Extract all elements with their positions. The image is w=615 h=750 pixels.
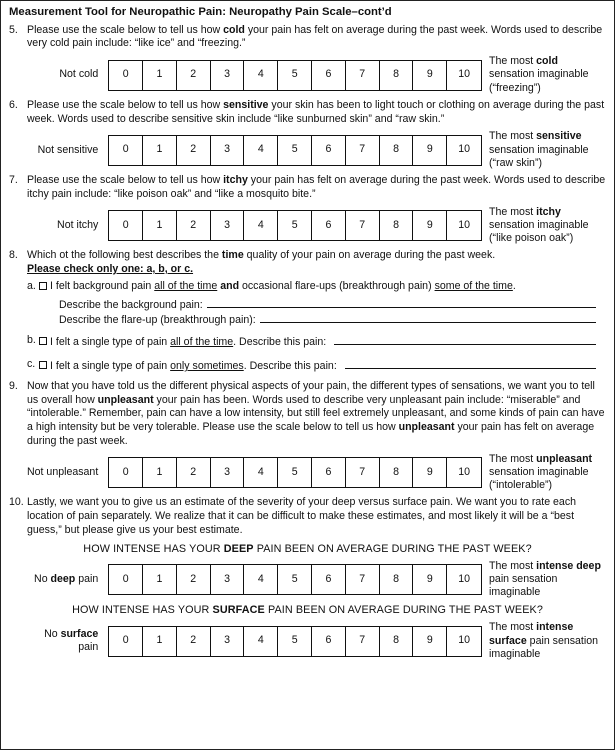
scale-option[interactable]: 0 <box>109 565 143 594</box>
scale-option[interactable]: 6 <box>312 627 346 656</box>
option-letter: a. <box>27 279 36 292</box>
scale-high-label: The most unpleasant sensation imaginable (“intolerable”) <box>489 452 593 492</box>
scale-option[interactable]: 3 <box>211 458 245 487</box>
instruction: Please check only one: a, b, or c. <box>27 263 194 276</box>
scale-option[interactable]: 1 <box>143 565 177 594</box>
question-text: Please use the scale below to tell us how cold your pain has felt on average during the past week. Words used to describe very cold pain include: “like ice” and “freezing.” <box>27 23 603 50</box>
scale-option[interactable]: 4 <box>244 565 278 594</box>
scale-option[interactable]: 2 <box>177 627 211 656</box>
scale-option[interactable]: 10 <box>458 634 471 647</box>
scale-option[interactable]: 10 <box>458 143 471 156</box>
rating-scale <box>108 210 482 241</box>
scale-option[interactable]: 2 <box>177 211 211 240</box>
scale-option[interactable]: 5 <box>278 136 312 165</box>
rating-row <box>27 55 606 95</box>
question-number: 7. <box>9 174 18 187</box>
question-text: Please use the scale below to tell us how itchy your pain has felt on average during the past week. Words used to describe itchy pain include: “like poison oak” and “like a mosquito bite.” <box>27 174 606 200</box>
scale-option[interactable]: 8 <box>380 458 414 487</box>
scale-option[interactable]: 3 <box>211 136 245 165</box>
scale-option[interactable]: 9 <box>413 627 447 656</box>
scale-option[interactable]: 5 <box>278 211 312 240</box>
rating-row <box>9 560 606 600</box>
scale-high-label: The most cold sensation imaginable (“freezing”) <box>489 55 589 94</box>
answer-line[interactable] <box>334 334 596 345</box>
scale-option[interactable]: 8 <box>380 211 414 240</box>
answer-line[interactable] <box>260 312 596 323</box>
rating-scale <box>108 135 482 166</box>
question-9 <box>9 380 606 493</box>
answer-line[interactable] <box>345 358 596 369</box>
deep-pain-heading: HOW INTENSE HAS YOUR DEEP PAIN BEEN ON AVERAGE DURING THE PAST WEEK? <box>83 542 532 555</box>
scale-option[interactable]: 7 <box>346 627 380 656</box>
option-b: b. I felt a single type of pain all of the time . Describe this pain: <box>9 334 606 350</box>
scale-option[interactable]: 1 <box>143 627 177 656</box>
scale-option[interactable]: 5 <box>278 458 312 487</box>
scale-option[interactable]: 6 <box>312 565 346 594</box>
rating-row <box>9 621 606 661</box>
answer-line[interactable] <box>207 297 596 308</box>
question-number: 9. <box>9 379 18 392</box>
scale-option[interactable]: 5 <box>278 565 312 594</box>
checkbox[interactable] <box>39 361 47 369</box>
question-7 <box>9 174 606 245</box>
scale-option[interactable]: 9 <box>413 458 447 487</box>
question-text: Now that you have told us the different physical aspects of your pain, the different types of sensations, we want you to tell us overall how unpleasant your pain has been. Words used to describe very unpleasant pain include: “miserable” and “intolerable.” Remember, pain can have a low intensity, but still feel extremely unpleasant, and some kinds of pain can have a high intensity but be very tolerable. Please use the scale below to tell us how unpleasant your pain has felt on average during the past week. <box>27 379 605 447</box>
question-5 <box>9 24 606 95</box>
surface-pain-heading: HOW INTENSE HAS YOUR SURFACE PAIN BEEN ON AVERAGE DURING THE PAST WEEK? <box>72 604 543 617</box>
question-number: 6. <box>9 98 18 111</box>
question-number: 10. <box>9 496 24 509</box>
option-letter: c. <box>27 357 36 370</box>
scale-option[interactable]: 1 <box>143 136 177 165</box>
scale-option[interactable]: 9 <box>413 565 447 594</box>
scale-option[interactable]: 6 <box>312 136 346 165</box>
scale-option[interactable]: 5 <box>278 627 312 656</box>
rating-row <box>27 130 606 170</box>
scale-option[interactable]: 4 <box>244 61 278 90</box>
page-title: Measurement Tool for Neuropathic Pain: Neuropathy Pain Scale–cont’d <box>9 6 392 18</box>
checkbox[interactable] <box>39 282 47 290</box>
scale-option[interactable]: 6 <box>312 61 346 90</box>
scale-low-label: No surface pain <box>44 627 99 654</box>
rating-row <box>27 453 606 493</box>
option-a: a. I felt background pain all of the time and occasional flare-ups (breakthrough pain) some of the time. <box>27 279 516 292</box>
scale-option[interactable]: 4 <box>244 211 278 240</box>
scale-option[interactable]: 4 <box>244 627 278 656</box>
scale-option[interactable]: 3 <box>211 627 245 656</box>
scale-option[interactable]: 7 <box>346 61 380 90</box>
question-number: 8. <box>9 249 18 262</box>
scale-option[interactable]: 10 <box>458 572 471 585</box>
scale-low-label: No deep pain <box>34 572 99 585</box>
scale-option[interactable]: 2 <box>177 61 211 90</box>
scale-option[interactable]: 8 <box>380 136 414 165</box>
describe-background-row <box>9 297 606 313</box>
scale-high-label: The most sensitive sensation imaginable (“raw skin”) <box>489 130 589 169</box>
question-text: Which ot the following best describes the time quality of your pain on average during the past week. <box>27 249 496 262</box>
rating-scale <box>108 564 482 595</box>
scale-option[interactable]: 9 <box>413 136 447 165</box>
scale-option[interactable]: 0 <box>109 136 143 165</box>
scale-option[interactable]: 3 <box>211 565 245 594</box>
question-text: Please use the scale below to tell us how sensitive your skin has been to light touch or clothing on average during the past week. Words used to describe sensitive skin include “like sunburned skin” and “raw skin.” <box>27 98 605 125</box>
scale-option[interactable]: 0 <box>109 627 143 656</box>
describe-label: Describe the background pain: <box>59 298 203 311</box>
scale-high-label: The most itchy sensation imaginable (“like poison oak”) <box>489 205 589 245</box>
scale-option[interactable]: 10 <box>458 218 471 231</box>
rating-scale <box>108 626 482 657</box>
scale-option[interactable]: 0 <box>109 61 143 90</box>
scale-option[interactable]: 3 <box>211 211 245 240</box>
question-6 <box>9 99 606 170</box>
scale-option[interactable]: 0 <box>109 458 143 487</box>
question-10 <box>9 496 606 537</box>
scale-option[interactable]: 7 <box>346 211 380 240</box>
scale-option[interactable]: 8 <box>380 627 414 656</box>
checkbox[interactable] <box>39 337 47 345</box>
scale-option[interactable]: 10 <box>458 465 471 478</box>
scale-option[interactable]: 0 <box>109 211 143 240</box>
scale-option[interactable]: 1 <box>143 61 177 90</box>
scale-option[interactable]: 2 <box>177 565 211 594</box>
rating-scale <box>108 60 482 91</box>
scale-option[interactable]: 8 <box>380 565 414 594</box>
scale-low-label: Not sensitive <box>37 143 99 156</box>
scale-low-label: Not cold <box>59 68 99 81</box>
scale-option[interactable]: 7 <box>346 565 380 594</box>
scale-option[interactable]: 8 <box>380 61 414 90</box>
scale-option[interactable]: 10 <box>458 68 471 81</box>
scale-option[interactable]: 4 <box>244 458 278 487</box>
rating-scale <box>108 457 482 488</box>
scale-low-label: Not unpleasant <box>27 465 99 478</box>
question-number: 5. <box>9 23 18 36</box>
describe-label: Describe the flare-up (breakthrough pain): <box>59 314 256 327</box>
scale-option[interactable]: 5 <box>278 61 312 90</box>
scale-option[interactable]: 7 <box>346 136 380 165</box>
scale-high-label: The most intense deep pain sensation imaginable <box>489 559 601 599</box>
scale-high-label: The most intense surface pain sensation imaginable <box>489 621 598 660</box>
question-8 <box>9 249 606 277</box>
describe-flareup-row <box>9 312 606 328</box>
scale-option[interactable]: 3 <box>211 61 245 90</box>
option-letter: b. <box>27 334 36 347</box>
scale-option[interactable]: 2 <box>177 458 211 487</box>
scale-option[interactable]: 1 <box>143 458 177 487</box>
scale-low-label: Not itchy <box>57 218 99 231</box>
scale-option[interactable]: 2 <box>177 136 211 165</box>
scale-option[interactable]: 1 <box>143 211 177 240</box>
scale-option[interactable]: 9 <box>413 61 447 90</box>
option-c: c. I felt a single type of pain only sometimes . Describe this pain: <box>9 358 606 374</box>
scale-option[interactable]: 6 <box>312 458 346 487</box>
rating-row <box>27 206 606 246</box>
scale-option[interactable]: 7 <box>346 458 380 487</box>
scale-option[interactable]: 9 <box>413 211 447 240</box>
question-text: Lastly, we want you to give us an estimate of the severity of your deep versus surface pain. We want you to rate each location of pain separately. We realize that it can be difficult to make these estimates, and most likely it will be a “best guess,” but please give us your best estimate. <box>27 496 577 536</box>
scale-option[interactable]: 4 <box>244 136 278 165</box>
scale-option[interactable]: 6 <box>312 211 346 240</box>
